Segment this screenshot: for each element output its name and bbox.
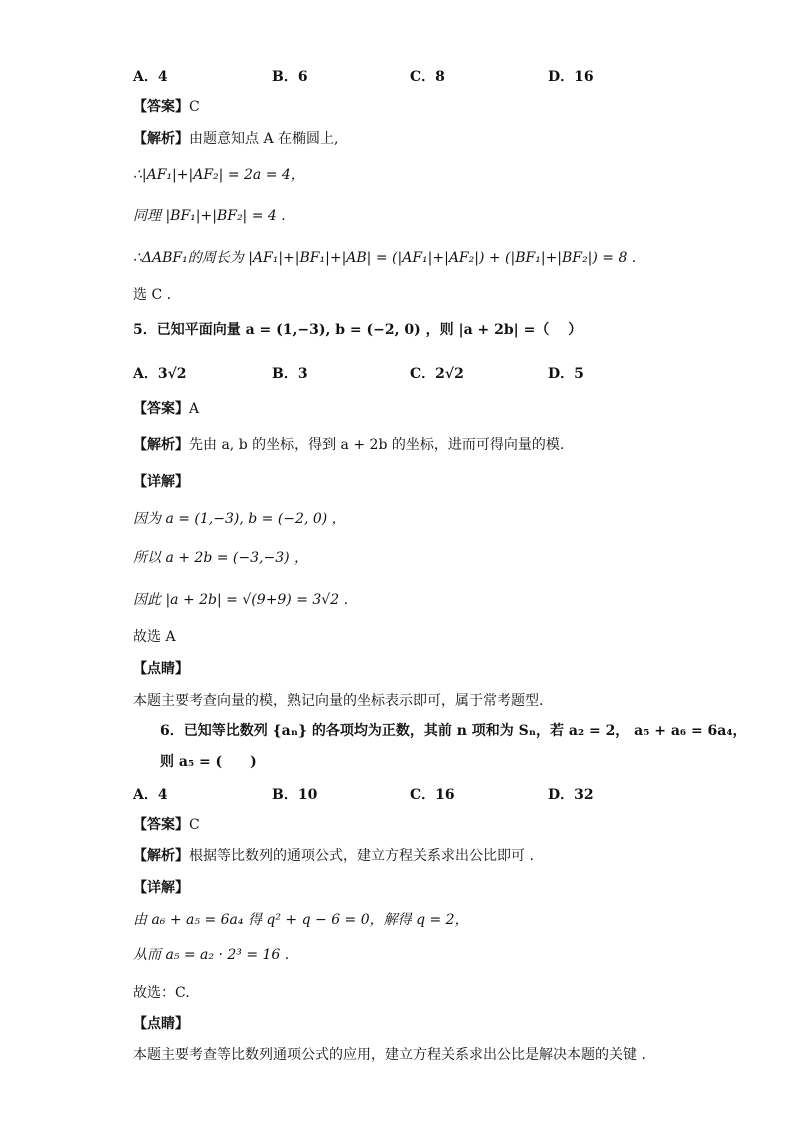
q5-detail-2: 所以 a + 2b = (−3,−3) ， xyxy=(133,550,309,566)
q5-comment: 本题主要考查向量的模，熟记向量的坐标表示即可，属于常考题型. xyxy=(133,693,544,709)
q4-options xyxy=(133,66,653,86)
q4-answer xyxy=(133,97,200,117)
q4-option-b: B．6 xyxy=(272,69,308,85)
q6-option-a: A．4 xyxy=(133,787,168,803)
q6-stem-line1: 6．已知等比数列 {aₙ} 的各项均为正数，其前 n 项和为 Sₙ，若 a₂ = 2， a₅ + a₆ = 6a₄， xyxy=(160,723,747,739)
q4-choose: 选 C . xyxy=(133,287,172,303)
analysis-text: 由题意知点 A 在椭圆上, xyxy=(189,131,339,147)
q5-detail-tag: 【详解】 xyxy=(133,474,189,490)
answer-value: C xyxy=(189,817,200,833)
q6-comment-tag: 【点睛】 xyxy=(133,1016,189,1032)
q5-option-b: B．3 xyxy=(272,366,308,382)
answer-tag: 【答案】 xyxy=(133,817,189,833)
q4-option-a: A．4 xyxy=(133,69,168,85)
q5-option-a: A．3√2 xyxy=(133,366,187,382)
q4-step1: ∴|AF₁|+|AF₂| = 2a = 4， xyxy=(133,167,305,183)
q6-conclusion: 故选：C. xyxy=(133,985,190,1001)
analysis-tag: 【解析】 xyxy=(133,131,189,147)
q5-answer xyxy=(133,399,199,419)
q5-detail-3: 因此 |a + 2b| = √(9+9) = 3√2 . xyxy=(133,592,349,608)
q6-answer xyxy=(133,815,200,835)
q5-comment-tag: 【点睛】 xyxy=(133,661,189,677)
answer-tag: 【答案】 xyxy=(133,99,189,115)
q4-option-c: C．8 xyxy=(410,69,445,85)
q4-step2: 同理 |BF₁|+|BF₂| = 4 . xyxy=(133,208,286,224)
q6-options xyxy=(133,784,653,804)
q4-option-d: D．16 xyxy=(548,69,594,85)
q6-stem-line2: 则 a₅ = ( ) xyxy=(160,754,257,770)
analysis-tag: 【解析】 xyxy=(133,437,189,453)
answer-value: A xyxy=(189,401,200,417)
answer-tag: 【答案】 xyxy=(133,401,189,417)
q5-stem: 5．已知平面向量 a = (1,−3), b = (−2, 0) ，则 |a + 2b| =（ ） xyxy=(133,322,583,338)
q5-analysis xyxy=(133,435,564,455)
q5-option-d: D．5 xyxy=(548,366,584,382)
q5-option-c: C．2√2 xyxy=(410,366,464,382)
q6-option-c: C．16 xyxy=(410,787,455,803)
analysis-tag: 【解析】 xyxy=(133,848,189,864)
q4-analysis xyxy=(133,129,338,149)
q5-options xyxy=(133,363,653,383)
q4-step3: ∴ΔABF₁的周长为 |AF₁|+|BF₁|+|AB| = (|AF₁|+|AF₂|) + (|BF₁|+|BF₂|) = 8 . xyxy=(133,250,637,266)
analysis-text: 根据等比数列的通项公式，建立方程关系求出公比即可 . xyxy=(189,848,534,864)
q6-detail-1: 由 a₆ + a₅ = 6a₄ 得 q² + q − 6 = 0，解得 q = 2， xyxy=(133,912,469,928)
q6-option-d: D．32 xyxy=(548,787,594,803)
q6-detail-2: 从而 a₅ = a₂ · 2³ = 16 . xyxy=(133,947,290,963)
q6-detail-tag: 【详解】 xyxy=(133,880,189,896)
q6-comment: 本题主要考查等比数列通项公式的应用，建立方程关系求出公比是解决本题的关键 . xyxy=(133,1047,646,1063)
q5-conclusion: 故选 A xyxy=(133,629,176,645)
answer-value: C xyxy=(189,99,200,115)
analysis-text: 先由 a, b 的坐标，得到 a + 2b 的坐标，进而可得向量的模. xyxy=(189,437,565,453)
q6-analysis xyxy=(133,846,534,866)
q6-option-b: B．10 xyxy=(272,787,318,803)
q5-detail-1: 因为 a = (1,−3), b = (−2, 0) ， xyxy=(133,511,346,527)
